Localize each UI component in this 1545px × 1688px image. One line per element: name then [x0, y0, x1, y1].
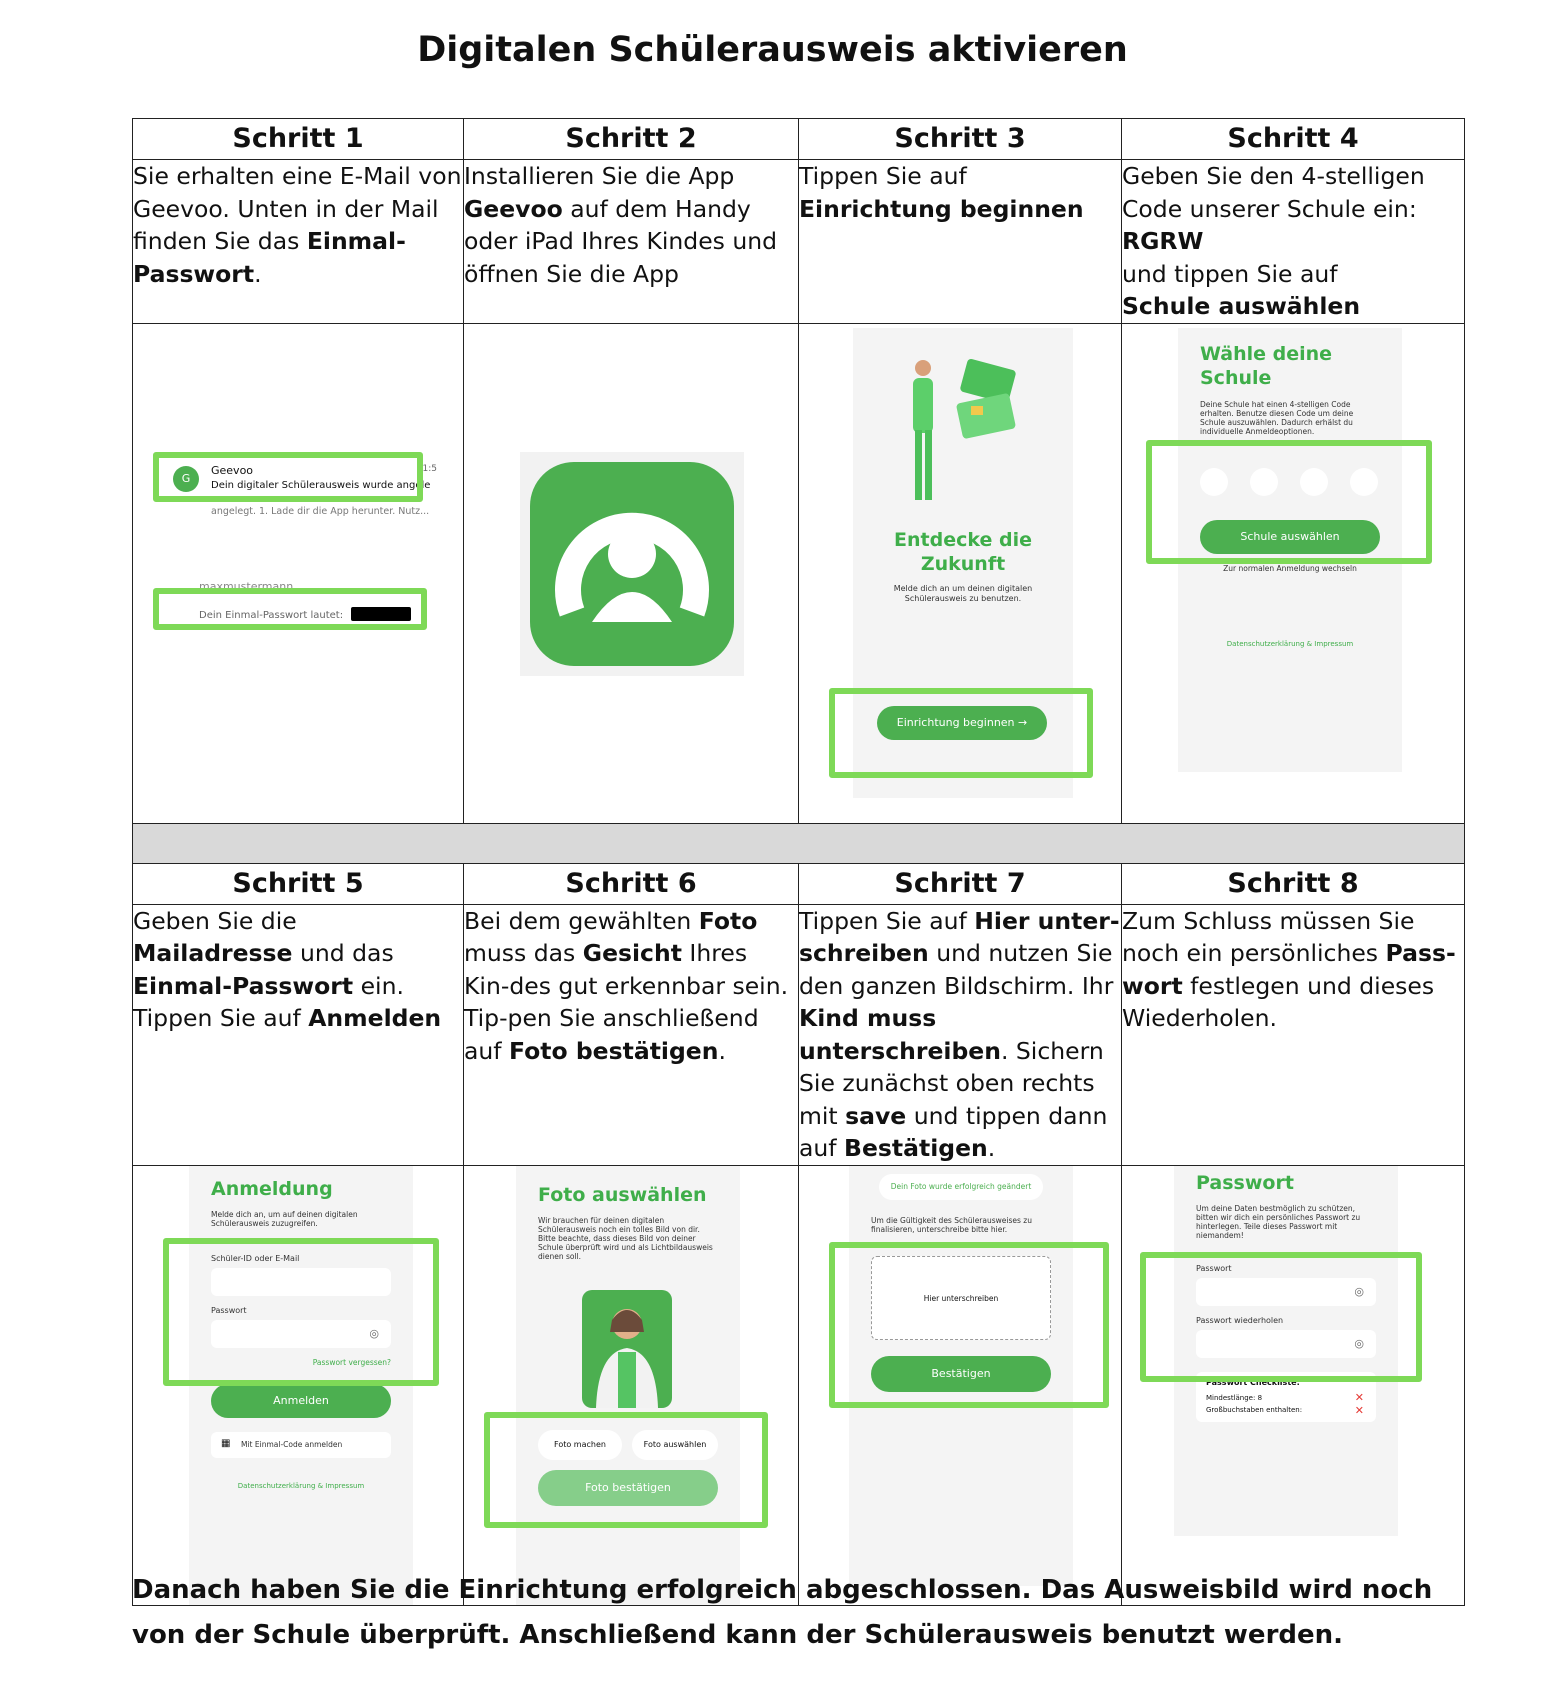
success-toast: Dein Foto wurde erfolgreich geändert — [879, 1174, 1043, 1200]
step-header-1: Schritt 1 — [133, 119, 464, 160]
password-heading: Passwort — [1196, 1171, 1294, 1194]
onboarding-subtitle: Melde dich an um deinen digitalen Schülerausweis zu benutzen. — [893, 583, 1033, 603]
signature-subtitle: Um die Gültigkeit des Schülerausweises zu finalisieren, unterschreibe bitte hier. — [871, 1215, 1032, 1234]
eye-off-icon[interactable]: ◎ — [1354, 1336, 1364, 1350]
step-header-7: Schritt 7 — [799, 863, 1122, 904]
login-subtitle: Melde dich an, um auf deinen digitalen Schülerausweis zuzugreifen. — [211, 1209, 358, 1228]
id-label: Schüler-ID oder E-Mail — [211, 1253, 300, 1263]
one-time-code-button[interactable] — [211, 1432, 391, 1458]
legal-link[interactable]: Datenschutzerklärung & Impressum — [1226, 639, 1354, 648]
geevoo-app-icon — [530, 462, 734, 666]
step-image-2 — [464, 323, 799, 823]
start-setup-button[interactable]: Einrichtung beginnen → — [877, 706, 1047, 740]
step-header-2: Schritt 2 — [464, 119, 799, 160]
take-photo-button[interactable]: Foto machen — [538, 1430, 622, 1460]
email-subject: Dein digitaler Schülerausweis wurde angele — [211, 479, 431, 491]
card-illustration — [953, 358, 1023, 448]
row-separator — [133, 823, 1465, 863]
highlight-box — [829, 1242, 1109, 1408]
email-sender: Geevoo — [211, 463, 254, 477]
photo-subtitle: Wir brauchen für deinen digitalen Schülerausweis noch ein tolles Bild von dir. Bitte beachte, dass dieses Bild von deiner Schule überprüft wird und als Lichtbildausweis dienen soll. — [538, 1215, 713, 1261]
highlight-box — [153, 588, 427, 630]
select-school-button[interactable]: Schule auswählen — [1200, 520, 1380, 554]
step-header-6: Schritt 6 — [464, 863, 799, 904]
highlight-box — [153, 452, 423, 502]
school-subtitle: Deine Schule hat einen 4-stelligen Code erhalten. Benutze diesen Code um deine Schule auszuwählen. Dadurch erhälst du individuelle Anmeldeoptionen. — [1200, 399, 1354, 436]
confirm-signature-button[interactable]: Bestätigen — [871, 1356, 1051, 1392]
avatar: G — [173, 466, 199, 492]
checklist-title: Passwort Checkliste: — [1206, 1377, 1300, 1387]
step-text-2: Installieren Sie die App Geevoo auf dem Handy oder iPad Ihres Kindes und öffnen Sie die App — [464, 160, 799, 324]
repeat-password-label: Passwort wiederholen — [1196, 1315, 1284, 1325]
page-title: Digitalen Schülerausweis aktivieren — [417, 30, 1128, 70]
email-time: 11:5 — [416, 463, 437, 474]
highlight-box — [1146, 440, 1432, 564]
step-image-4 — [1122, 323, 1465, 823]
step-image-1 — [133, 323, 464, 823]
forgot-password-link[interactable]: Passwort vergessen? — [312, 1357, 391, 1367]
footer-note: Danach haben Sie die Einrichtung erfolgreich abgeschlossen. Das Ausweisbild wird noch von der Schule überprüft. Anschließend kann der Schülerausweis benutzt werden. — [132, 1575, 1433, 1650]
new-password-label: Passwort — [1196, 1263, 1232, 1273]
step-image-5 — [133, 1165, 464, 1605]
pick-photo-button[interactable]: Foto auswählen — [632, 1430, 718, 1460]
woman-illustration — [903, 358, 943, 508]
school-heading: Wähle deine Schule — [1200, 342, 1333, 389]
signature-pad[interactable]: Hier unterschreiben — [871, 1256, 1051, 1340]
highlight-box — [1140, 1252, 1422, 1382]
fail-icon: ✕ — [1354, 1390, 1364, 1404]
step-text-4: Geben Sie den 4-stelligen Code unserer Schule ein: RGRW und tippen Sie auf Schule auswählen — [1122, 160, 1465, 324]
step-text-6: Bei dem gewählten Foto muss das Gesicht Ihres Kin-des gut erkennbar sein. Tip-pen Sie anschließend auf Foto bestätigen. — [464, 904, 799, 1165]
fail-icon: ✕ — [1354, 1403, 1364, 1417]
step-header-5: Schritt 5 — [133, 863, 464, 904]
highlight-box — [484, 1412, 768, 1528]
steps-table — [132, 118, 1465, 1606]
normal-login-link[interactable]: Zur normalen Anmeldung wechseln — [1223, 563, 1357, 573]
step-text-1: Sie erhalten eine E-Mail von Geevoo. Unten in der Mail finden Sie das Einmal-Passwort. — [133, 160, 464, 324]
password-label: Passwort — [211, 1305, 247, 1315]
step-image-3 — [799, 323, 1122, 823]
email-username: maxmustermann — [199, 579, 294, 593]
onboarding-heading: Entdecke die Zukunft — [894, 528, 1032, 575]
step-image-6 — [464, 1165, 799, 1605]
login-button[interactable]: Anmelden — [211, 1384, 391, 1418]
highlight-box — [163, 1238, 439, 1386]
step-text-7: Tippen Sie auf Hier unter-schreiben und nutzen Sie den ganzen Bildschirm. Ihr Kind muss unterschreiben. Sichern Sie zunächst oben rechts mit save und tippen dann auf Bestätigen. — [799, 904, 1122, 1165]
confirm-photo-button[interactable]: Foto bestätigen — [538, 1470, 718, 1506]
legal-link[interactable]: Datenschutzerklärung & Impressum — [237, 1481, 365, 1490]
password-subtitle: Um deine Daten bestmöglich zu schützen, bitten wir dich ein persönliches Passwort zu hinterlegen. Teile dieses Passwort mit niemandem! — [1196, 1203, 1361, 1240]
step-text-5: Geben Sie die Mailadresse und das Einmal-Passwort ein. Tippen Sie auf Anmelden — [133, 904, 464, 1165]
one-time-password-label: Dein Einmal-Passwort lautet: — [199, 609, 344, 621]
step-text-3: Tippen Sie auf Einrichtung beginnen — [799, 160, 1122, 324]
check-uppercase: Großbuchstaben enthalten: — [1206, 1405, 1303, 1414]
highlight-box — [829, 688, 1093, 778]
step-header-4: Schritt 4 — [1122, 119, 1465, 160]
login-heading: Anmeldung — [211, 1177, 333, 1200]
check-min-length: Mindestlänge: 8 — [1206, 1393, 1263, 1402]
eye-off-icon[interactable]: ◎ — [1354, 1284, 1364, 1298]
step-header-8: Schritt 8 — [1122, 863, 1465, 904]
email-preview: angelegt. 1. Lade dir die App herunter. Nutz... — [211, 505, 430, 517]
one-time-code-label: Mit Einmal-Code anmelden — [241, 1439, 343, 1449]
qr-icon: ▦ — [221, 1437, 231, 1449]
step-header-3: Schritt 3 — [799, 119, 1122, 160]
avatar-photo — [582, 1290, 672, 1408]
step-image-7 — [799, 1165, 1122, 1605]
eye-off-icon[interactable]: ◎ — [369, 1326, 379, 1340]
step-image-8 — [1122, 1165, 1465, 1605]
photo-heading: Foto auswählen — [538, 1183, 707, 1206]
step-text-8: Zum Schluss müssen Sie noch ein persönliches Pass-wort festlegen und dieses Wiederholen. — [1122, 904, 1465, 1165]
